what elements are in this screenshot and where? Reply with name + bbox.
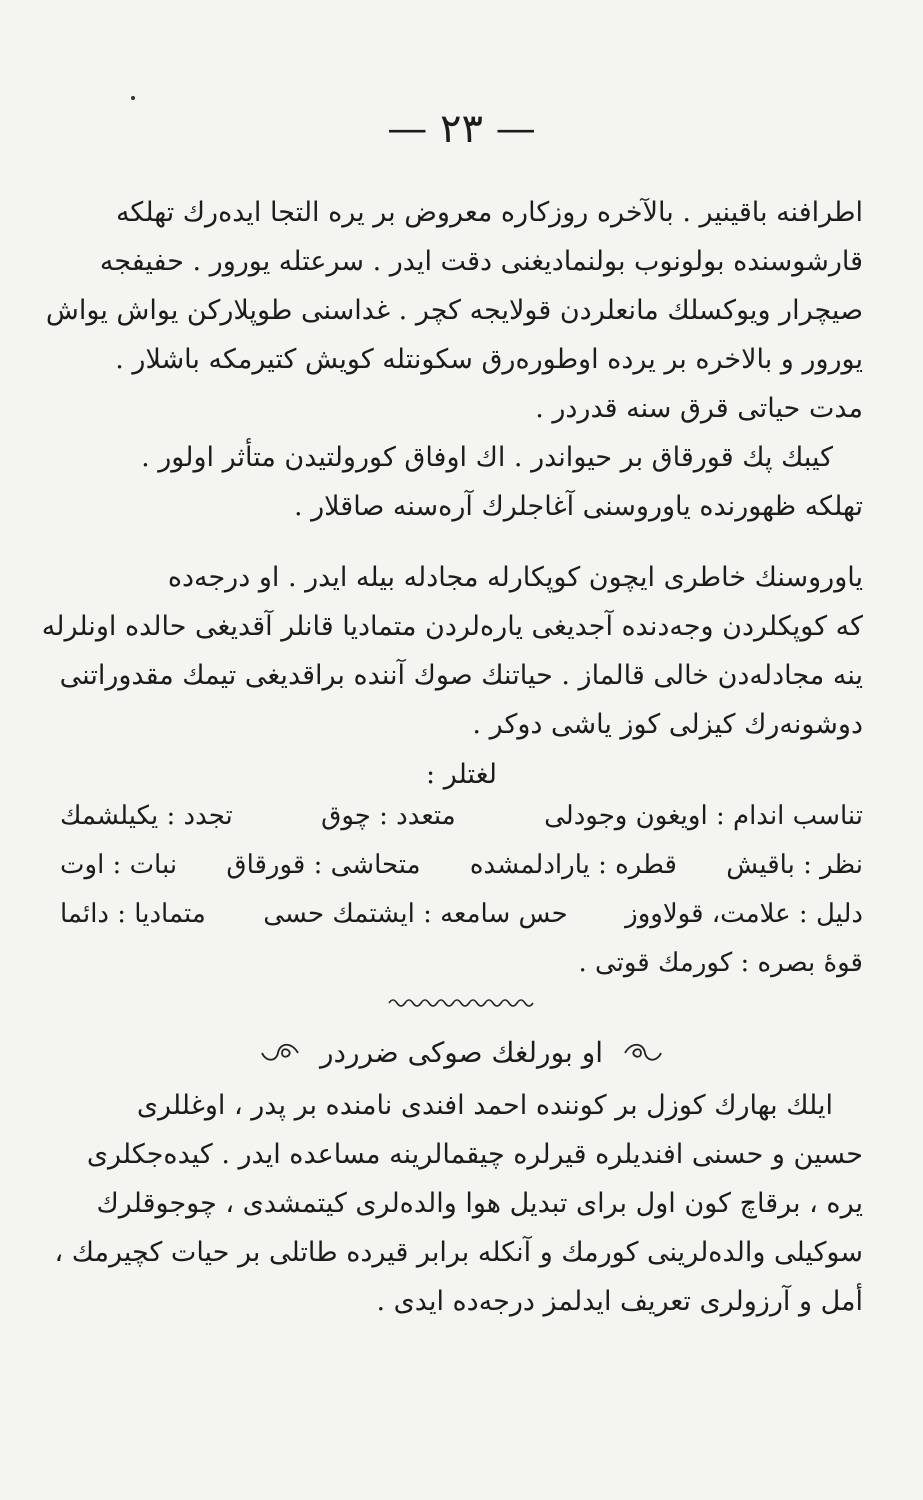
text-line: ياوروسنك خاطرى ايچون كوپكارله مجادله بيله ايدر . او درجه‌ده — [167, 562, 863, 593]
paragraph-2 — [60, 433, 863, 531]
text-line: قارشوسنده بولونوب بولنماديغنى دقت ايدر . سرعتله يورور . حفيفجه — [99, 246, 863, 277]
glossary-entry: تناسب اندام : اويغون وجودلى — [544, 801, 863, 831]
text-line: اطرافنه باقينير . بالآخره روزكاره معروض بر يره التجا ايده‌رك تهلكه — [115, 197, 863, 228]
page-number: — ۲۳ — — [387, 106, 536, 152]
glossary-entry: حس سامعه : ايشتمك حسى — [263, 899, 568, 929]
text-line: يورور و بالاخره بر يرده اوطوره‌رق سكونتله كويش كتيرمكه باشلار . — [115, 344, 863, 375]
glossary-row — [60, 792, 863, 841]
page-body — [41, 188, 863, 1326]
text-line: تهلكه ظهورنده ياوروسنى آغاجلرك آره‌سنه صاقلار . — [293, 491, 863, 522]
section-heading — [60, 1036, 863, 1069]
glossary-entry: متعدد : چوق — [321, 801, 456, 831]
text-line: صيچرار ويوكسلك مانعلردن قولايجه كچر . غداسنى طوپلاركن يواش يواش — [45, 295, 863, 326]
glossary-row — [60, 939, 863, 988]
glossary-row — [60, 841, 863, 890]
ink-dot — [131, 96, 135, 100]
glossary-title: لغتلر : — [426, 759, 497, 790]
section-title: او بورلغك صوكى ضرردر — [319, 1036, 604, 1069]
text-line: ينه مجادله‌دن خالى قالماز . حياتنك صوك آننده براقديغى تيمك مقدوراتنى — [59, 660, 863, 691]
text-line: حسين و حسنى افنديلره قيرلره چيقمالرينه مساعده ايدر . كيده‌جكلرى — [86, 1139, 863, 1170]
glossary-entry: متماديا : دائما — [60, 899, 206, 929]
ornament-icon — [621, 1040, 665, 1066]
paragraph-3 — [41, 553, 863, 749]
paragraph-1 — [45, 188, 863, 433]
wavy-divider — [387, 996, 537, 1010]
glossary-entry: قوهٔ بصره : كورمك قوتى . — [578, 948, 863, 978]
paragraph-4 — [54, 1081, 863, 1326]
text-line: ايلك بهارك كوزل بر كوننده احمد افندى نامنده بر پدر ، اوغللرى — [136, 1090, 833, 1121]
glossary-entry: متحاشى : قورقاق — [226, 850, 421, 880]
text-line: سوكيلى والده‌لرينى كورمك و آنكله برابر قيرده طاتلى بر حيات كچيرمك ، — [54, 1237, 863, 1268]
glossary-row — [60, 890, 863, 939]
text-line: دوشونه‌رك كيزلى كوز ياشى دوكر . — [472, 709, 863, 740]
glossary-entry: نظر : باقيش — [726, 850, 863, 880]
glossary-entry: دليل : علامت، قولاووز — [625, 899, 863, 929]
text-line: كيبك پك قورقاق بر حيواندر . اك اوفاق كورولتيدن متأثر اولور . — [141, 442, 833, 473]
ornament-icon — [258, 1040, 302, 1066]
text-line: كه كوپكلردن وجه‌دنده آجديغى يارەلردن متماديا قانلر آقديغى حالده اونلرله — [41, 611, 863, 642]
glossary-entry: قطره : يارادلمشده — [469, 850, 677, 880]
text-line: يره ، برقاچ كون اول براى تبديل هوا والده‌لرى كيتمشدى ، چوجوقلرك — [96, 1188, 863, 1219]
glossary-entry: تجدد : يكيلشمك — [60, 801, 233, 831]
text-line: أمل و آرزولرى تعريف ايدلمز درجه‌ده ايدى . — [376, 1286, 863, 1317]
glossary-entry: نبات : اوت — [60, 850, 178, 880]
glossary — [60, 792, 863, 988]
text-line: مدت حياتى قرق سنه قدردر . — [535, 393, 863, 424]
